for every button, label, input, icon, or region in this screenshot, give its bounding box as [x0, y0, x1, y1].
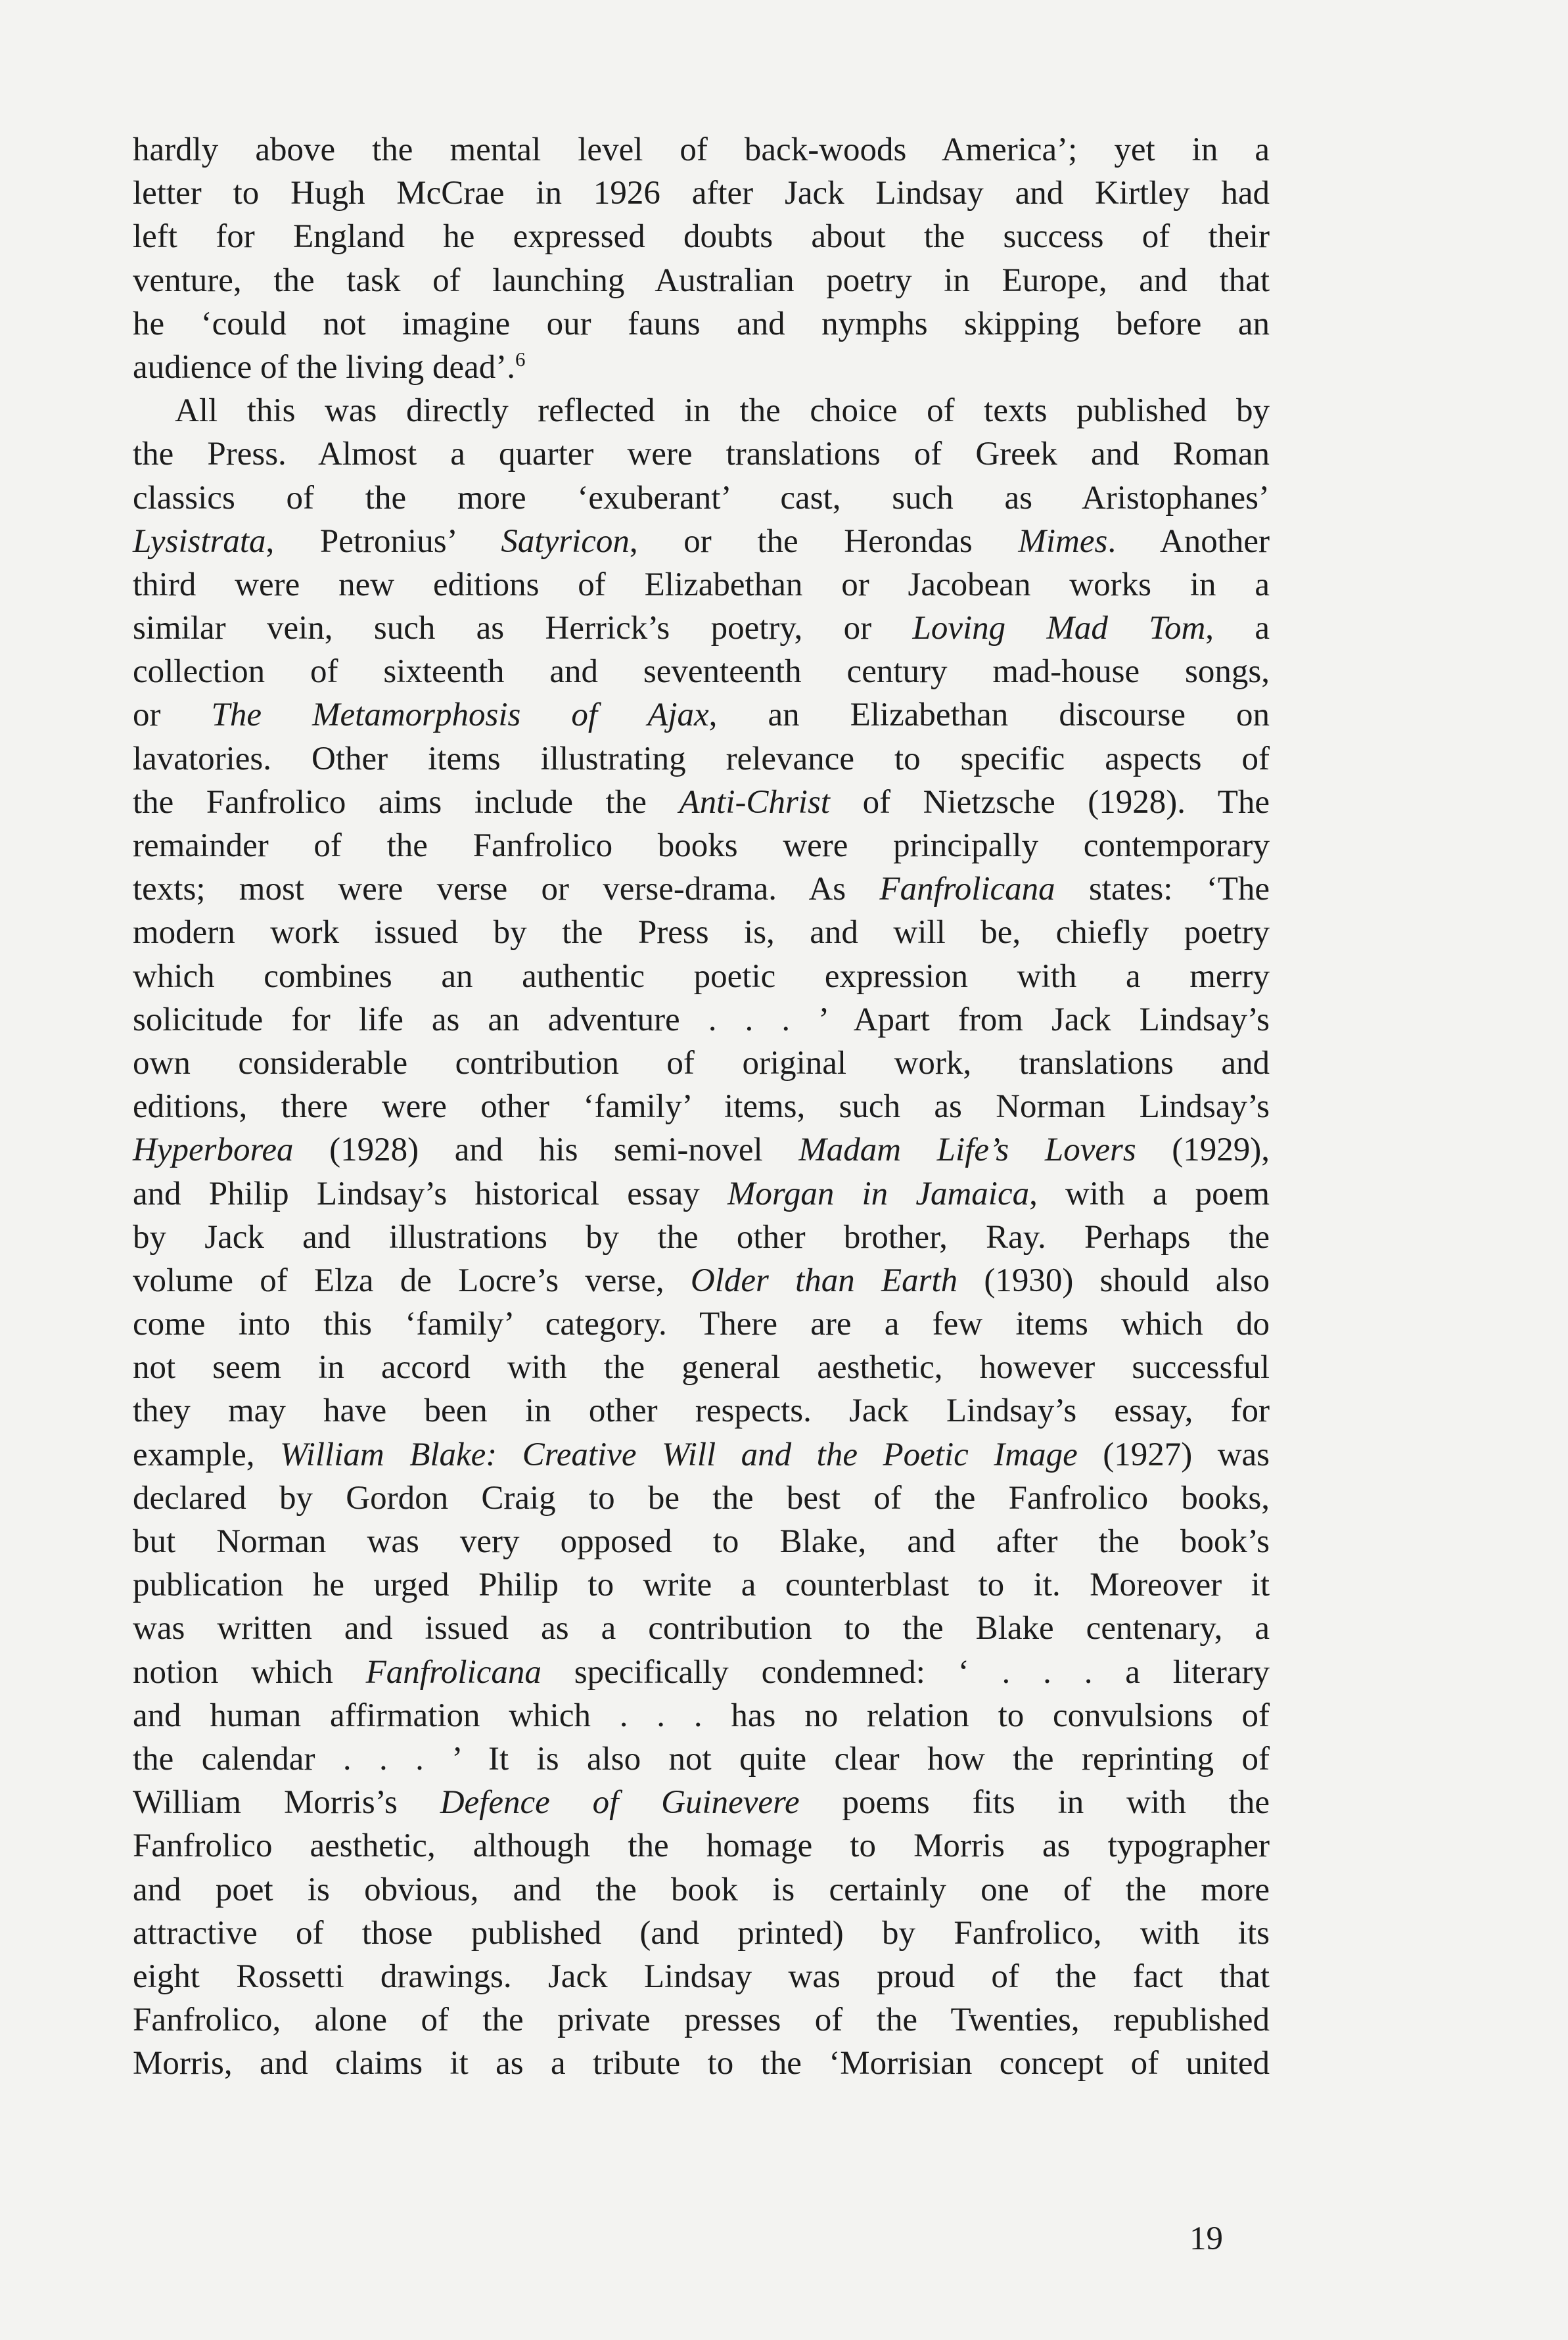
text-segment: states: ‘The: [1055, 871, 1270, 908]
text-segment: own considerable contribution of original work, translations and: [133, 1044, 1270, 1082]
text-segment: and human affirmation which . . . has no relation to convulsions of: [133, 1697, 1270, 1734]
text-segment: poems fits in with the: [799, 1784, 1270, 1822]
text-segment: (1927) was: [1077, 1436, 1270, 1473]
text-line: [133, 1042, 1270, 1085]
text-line: [133, 650, 1270, 693]
text-segment: notion which: [133, 1653, 366, 1691]
page-number: 19: [1189, 2220, 1223, 2257]
text-line: [133, 1346, 1270, 1389]
text-segment: the Press. Almost a quarter were translations of Greek and Roman: [133, 436, 1270, 473]
text-segment: (1929),: [1136, 1132, 1270, 1169]
text-segment: , with a poem: [1029, 1175, 1270, 1212]
text-segment: eight Rossetti drawings. Jack Lindsay was proud of the fact that: [133, 1958, 1270, 1995]
text-line: [133, 1737, 1270, 1781]
text-segment: hardly above the mental level of back-woods America’; yet in a: [133, 131, 1270, 168]
italic-title: Hyperborea: [133, 1132, 294, 1169]
italic-title: Fanfrolicana: [879, 871, 1055, 908]
text-line: [133, 781, 1270, 824]
text-line: [133, 2042, 1270, 2085]
text-line: [133, 1520, 1270, 1563]
text-line: [133, 1085, 1270, 1128]
italic-title: Mimes: [1018, 522, 1108, 560]
text-line: [133, 1868, 1270, 1912]
text-line: [133, 1389, 1270, 1433]
text-line: [133, 346, 1270, 389]
text-segment: or: [133, 697, 212, 734]
text-line: [133, 563, 1270, 607]
text-line: [133, 259, 1270, 302]
italic-title: The Metamorphosis of Ajax: [211, 697, 709, 734]
text-line: [133, 1477, 1270, 1520]
text-line: [133, 911, 1270, 954]
text-line: [133, 737, 1270, 781]
text-segment: Fanfrolico, alone of the private presses of the Twenties, republished: [133, 2002, 1270, 2039]
text-segment: audience of the living dead’.: [133, 348, 516, 386]
text-segment: they may have been in other respects. Jack Lindsay’s essay, for: [133, 1392, 1270, 1430]
italic-title: Anti-Christ: [679, 783, 830, 821]
text-segment: modern work issued by the Press is, and will be, chiefly poetry: [133, 914, 1270, 952]
text-line: [133, 1694, 1270, 1737]
text-segment: but Norman was very opposed to Blake, and after the book’s: [133, 1523, 1270, 1560]
text-line: [133, 1912, 1270, 1955]
text-segment: All this was directly reflected in the choice of texts published by: [175, 392, 1270, 430]
italic-title: Lysistrata: [133, 522, 266, 560]
text-line: [133, 1172, 1270, 1216]
text-segment: left for England he expressed doubts about the success of their: [133, 218, 1270, 256]
text-segment: by Jack and illustrations by the other brother, Ray. Perhaps the: [133, 1218, 1270, 1256]
text-line: [133, 867, 1270, 911]
text-line: [133, 520, 1270, 563]
italic-title: Loving Mad Tom: [912, 610, 1206, 647]
italic-title: Madam Life’s Lovers: [798, 1132, 1136, 1169]
text-segment: declared by Gordon Craig to be the best of the Fanfrolico books,: [133, 1479, 1270, 1517]
text-segment: was written and issued as a contribution to the Blake centenary, a: [133, 1610, 1270, 1647]
text-line: [133, 389, 1270, 432]
text-segment: attractive of those published (and printed) by Fanfrolico, with its: [133, 1914, 1270, 1952]
text-line: [133, 955, 1270, 998]
text-segment: which combines an authentic poetic expression with a merry: [133, 957, 1270, 995]
text-segment: the Fanfrolico aims include the: [133, 783, 680, 821]
text-segment: volume of Elza de Locre’s verse,: [133, 1262, 691, 1299]
text-segment: and poet is obvious, and the book is certainly one of the more: [133, 1871, 1270, 1908]
text-line: [133, 1302, 1270, 1346]
italic-title: Morgan in Jamaica: [727, 1175, 1030, 1212]
text-line: [133, 1651, 1270, 1694]
text-segment: specifically condemned: ‘ . . . a literary: [541, 1653, 1270, 1691]
italic-title: Defence of Guinevere: [440, 1784, 800, 1822]
text-segment: third were new editions of Elizabethan or Jacobean works in a: [133, 566, 1270, 603]
text-segment: publication he urged Philip to write a counterblast to it. Moreover it: [133, 1567, 1270, 1604]
text-segment: , an Elizabethan discourse on: [708, 697, 1270, 734]
text-segment: the calendar . . . ’ It is also not quite clear how the reprinting of: [133, 1740, 1270, 1778]
text-segment: classics of the more ‘exuberant’ cast, such as Aristophanes’: [133, 479, 1270, 516]
text-segment: , a: [1205, 610, 1270, 647]
text-line: [133, 476, 1270, 520]
italic-title: Older than Earth: [690, 1262, 958, 1299]
text-line: [133, 302, 1270, 346]
text-segment: lavatories. Other items illustrating relevance to specific aspects of: [133, 740, 1270, 777]
text-segment: William Morris’s: [133, 1784, 440, 1822]
text-line: [133, 1563, 1270, 1607]
text-segment: . Another: [1107, 522, 1270, 560]
text-segment: he ‘could not imagine our fauns and nymphs skipping before an: [133, 305, 1270, 342]
text-segment: editions, there were other ‘family’ items, such as Norman Lindsay’s: [133, 1088, 1270, 1126]
text-segment: (1928) and his semi-novel: [293, 1132, 799, 1169]
text-segment: Fanfrolico aesthetic, although the homage to Morris as typographer: [133, 1827, 1270, 1865]
text-segment: letter to Hugh McCrae in 1926 after Jack Lindsay and Kirtley had: [133, 175, 1270, 212]
text-line: [133, 128, 1270, 172]
text-line: [133, 1824, 1270, 1868]
text-segment: and Philip Lindsay’s historical essay: [133, 1175, 727, 1212]
text-line: [133, 1433, 1270, 1477]
body-text: [133, 128, 1270, 2085]
text-line: [133, 1955, 1270, 1998]
text-line: [133, 1259, 1270, 1302]
italic-title: Fanfrolicana: [365, 1653, 542, 1691]
text-segment: of Nietzsche (1928). The: [829, 783, 1270, 821]
italic-title: William Blake: Creative Will and the Poetic Image: [280, 1436, 1078, 1473]
text-line: [133, 1216, 1270, 1259]
text-line: [133, 1781, 1270, 1824]
text-line: [133, 172, 1270, 215]
text-segment: remainder of the Fanfrolico books were principally contemporary: [133, 827, 1270, 864]
text-line: [133, 607, 1270, 650]
text-line: [133, 693, 1270, 737]
text-segment: texts; most were verse or verse-drama. As: [133, 871, 880, 908]
italic-title: Satyricon: [501, 522, 630, 560]
text-line: [133, 998, 1270, 1042]
text-segment: Morris, and claims it as a tribute to the ‘Morrisian concept of united: [133, 2045, 1270, 2082]
text-segment: not seem in accord with the general aesthetic, however successful: [133, 1349, 1270, 1387]
text-line: [133, 1128, 1270, 1172]
text-segment: example,: [133, 1436, 281, 1473]
text-line: [133, 1607, 1270, 1650]
text-segment: , or the Herondas: [629, 522, 1019, 560]
text-segment: venture, the task of launching Australian poetry in Europe, and that: [133, 262, 1270, 299]
text-segment: come into this ‘family’ category. There are a few items which do: [133, 1306, 1270, 1343]
text-segment: , Petronius’: [265, 522, 501, 560]
text-segment: (1930) should also: [957, 1262, 1270, 1299]
text-line: [133, 824, 1270, 867]
text-segment: similar vein, such as Herrick’s poetry, or: [133, 610, 913, 647]
text-line: [133, 432, 1270, 476]
text-line: [133, 215, 1270, 258]
text-segment: solicitude for life as an adventure . . . ’ Apart from Jack Lindsay’s: [133, 1001, 1270, 1038]
text-line: [133, 1998, 1270, 2042]
text-segment: collection of sixteenth and seventeenth century mad-house songs,: [133, 653, 1270, 691]
footnote-ref: 6: [515, 347, 526, 371]
